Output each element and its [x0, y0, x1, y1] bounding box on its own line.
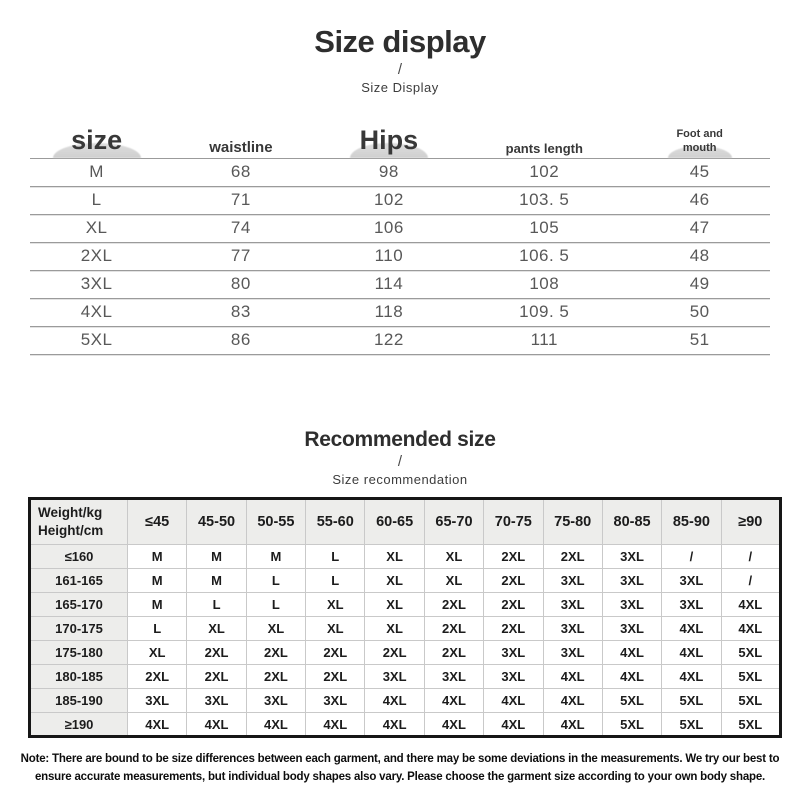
weight-range-header: 60-65 [365, 499, 424, 545]
recommended-size-cell: 2XL [246, 665, 305, 689]
size-col-header-waistline [163, 116, 318, 158]
height-range-cell: 180-185 [30, 665, 128, 689]
measurement-note: Note: There are bound to be size differences between each garment, and there may be some deviations in the measurements. We try our best to ensure accurate measurements, but individual body shapes also vary. Please choose the garment size according to your own body shape. [20, 753, 780, 783]
weight-range-header: 65-70 [424, 499, 483, 545]
rec-table-row [30, 545, 781, 569]
recommended-size-cell: 3XL [602, 545, 661, 569]
measurement-cell: 106. 5 [459, 242, 629, 270]
recommended-size-cell: 4XL [602, 665, 661, 689]
recommended-size-cell: XL [306, 593, 365, 617]
recommended-size-cell: 5XL [662, 689, 721, 713]
separator-slash: / [397, 61, 403, 78]
measurement-cell: 80 [163, 270, 318, 298]
recommended-size-cell: 3XL [543, 617, 602, 641]
recommended-size-cell: 4XL [484, 689, 543, 713]
measurement-cell: 98 [319, 158, 460, 186]
rec-table-body [30, 545, 781, 737]
rec-table-row [30, 665, 781, 689]
height-range-cell: ≤160 [30, 545, 128, 569]
rec-table-row [30, 689, 781, 713]
size-table-header-row [30, 116, 770, 158]
weight-range-header: ≤45 [128, 499, 187, 545]
measurement-cell: 83 [163, 298, 318, 326]
measurement-cell: 103. 5 [459, 186, 629, 214]
recommended-size-cell: 5XL [602, 689, 661, 713]
measurement-cell: 102 [319, 186, 460, 214]
measurement-cell: 68 [163, 158, 318, 186]
recommended-size-cell: 3XL [484, 641, 543, 665]
size-label-cell: M [30, 158, 163, 186]
recommended-size-cell: 3XL [424, 665, 483, 689]
height-range-cell: 161-165 [30, 569, 128, 593]
weight-range-header: 70-75 [484, 499, 543, 545]
rec-table-row [30, 593, 781, 617]
recommended-size-cell: L [187, 593, 246, 617]
corner-weight-label: Weight/kg [38, 505, 103, 521]
recommended-size-cell: / [662, 545, 721, 569]
recommended-size-cell: 3XL [187, 689, 246, 713]
size-table-row [30, 270, 770, 298]
size-label-cell: XL [30, 214, 163, 242]
size-table-row [30, 298, 770, 326]
size-col-header-pants-length [459, 116, 629, 158]
recommended-size-cell: XL [424, 569, 483, 593]
recommended-size-cell: 3XL [602, 593, 661, 617]
separator-slash: / [397, 453, 403, 470]
measurement-cell: 48 [629, 242, 770, 270]
recommended-size-cell: 4XL [128, 713, 187, 737]
measurement-cell: 46 [629, 186, 770, 214]
measurement-cell: 77 [163, 242, 318, 270]
recommended-size-cell: 2XL [543, 545, 602, 569]
recommended-size-cell: 2XL [187, 641, 246, 665]
rec-table-row [30, 617, 781, 641]
size-label-cell: 4XL [30, 298, 163, 326]
recommended-size-cell: 4XL [365, 689, 424, 713]
height-range-cell: 170-175 [30, 617, 128, 641]
recommended-size-cell: 2XL [365, 641, 424, 665]
recommended-size-cell: L [128, 617, 187, 641]
recommended-size-cell: 4XL [543, 665, 602, 689]
weight-range-header: 45-50 [187, 499, 246, 545]
recommended-size-cell: 2XL [128, 665, 187, 689]
recommended-size-cell: 4XL [543, 689, 602, 713]
size-label-cell: 2XL [30, 242, 163, 270]
measurement-cell: 114 [319, 270, 460, 298]
recommended-size-cell: L [306, 545, 365, 569]
recommended-size-cell: 4XL [602, 641, 661, 665]
height-range-cell: 185-190 [30, 689, 128, 713]
recommended-size-cell: / [721, 545, 780, 569]
weight-range-header: ≥90 [721, 499, 780, 545]
recommended-size-cell: XL [246, 617, 305, 641]
size-recommendation-table [28, 497, 782, 738]
recommended-size-cell: 3XL [543, 569, 602, 593]
recommended-size-cell: 2XL [424, 641, 483, 665]
measurement-cell: 71 [163, 186, 318, 214]
measurement-cell: 105 [459, 214, 629, 242]
measurement-cell: 45 [629, 158, 770, 186]
recommended-size-cell: 4XL [484, 713, 543, 737]
column-label: pants length [505, 140, 583, 156]
recommended-size-cell: XL [128, 641, 187, 665]
recommended-size-cell: 3XL [246, 689, 305, 713]
recommended-size-cell: 2XL [424, 617, 483, 641]
recommended-size-cell: 3XL [543, 641, 602, 665]
size-label-cell: 3XL [30, 270, 163, 298]
recommended-size-cell: M [246, 545, 305, 569]
size-table-row [30, 158, 770, 186]
recommended-size-cell: 4XL [424, 713, 483, 737]
size-table-body [30, 158, 770, 354]
page-subtitle: Size Display [361, 80, 439, 95]
measurement-cell: 122 [319, 326, 460, 354]
recommended-size-cell: 2XL [484, 593, 543, 617]
recommended-size-cell: 3XL [662, 593, 721, 617]
recommended-size-cell: XL [424, 545, 483, 569]
measurement-cell: 86 [163, 326, 318, 354]
size-col-header-foot-and-mouth [629, 116, 770, 158]
recommended-size-cell: 4XL [662, 665, 721, 689]
recommended-size-cell: 4XL [662, 617, 721, 641]
recommended-size-cell: 2XL [424, 593, 483, 617]
recommended-size-cell: 4XL [306, 713, 365, 737]
recommended-size-cell: 5XL [721, 689, 780, 713]
corner-header-cell [30, 499, 128, 545]
recommended-size-cell: 3XL [128, 689, 187, 713]
recommended-size-cell: 5XL [602, 713, 661, 737]
recommended-size-cell: 4XL [187, 713, 246, 737]
recommended-size-cell: / [721, 569, 780, 593]
height-range-cell: ≥190 [30, 713, 128, 737]
recommended-size-cell: 2XL [484, 569, 543, 593]
recommended-size-cell: 3XL [543, 593, 602, 617]
recommended-size-cell: 4XL [721, 617, 780, 641]
measurement-cell: 111 [459, 326, 629, 354]
recommended-size-cell: 2XL [187, 665, 246, 689]
weight-range-header: 85-90 [662, 499, 721, 545]
recommended-size-cell: 3XL [365, 665, 424, 689]
measurement-cell: 50 [629, 298, 770, 326]
size-table-row [30, 242, 770, 270]
rec-table-header-row [30, 499, 781, 545]
recommended-size-cell: L [246, 593, 305, 617]
size-measurement-table [30, 116, 770, 355]
column-label: Foot and mouth [676, 127, 723, 155]
recommended-size-cell: M [187, 569, 246, 593]
column-label: Hips [359, 124, 419, 155]
size-col-header-size [30, 116, 163, 158]
recommended-size-cell: 5XL [721, 713, 780, 737]
measurement-cell: 47 [629, 214, 770, 242]
size-col-header-hips [319, 116, 460, 158]
rec-table-row [30, 569, 781, 593]
recommended-size-cell: 5XL [721, 641, 780, 665]
measurement-cell: 74 [163, 214, 318, 242]
measurement-cell: 110 [319, 242, 460, 270]
recommended-size-cell: 3XL [602, 617, 661, 641]
recommended-size-cell: XL [365, 569, 424, 593]
column-label: waistline [209, 138, 273, 156]
size-label-cell: 5XL [30, 326, 163, 354]
size-table-row [30, 214, 770, 242]
recommended-size-cell: 2XL [306, 665, 365, 689]
recommended-size-cell: 2XL [484, 545, 543, 569]
recommended-size-cell: XL [306, 617, 365, 641]
recommended-size-cell: L [246, 569, 305, 593]
weight-range-header: 55-60 [306, 499, 365, 545]
measurement-cell: 102 [459, 158, 629, 186]
measurement-cell: 49 [629, 270, 770, 298]
recommended-size-cell: 3XL [484, 665, 543, 689]
measurement-cell: 106 [319, 214, 460, 242]
recommend-title-separator [0, 453, 800, 470]
recommended-size-cell: 5XL [662, 713, 721, 737]
size-display-title-block [0, 24, 800, 95]
recommended-size-cell: 4XL [721, 593, 780, 617]
recommended-size-cell: 4XL [424, 689, 483, 713]
height-range-cell: 165-170 [30, 593, 128, 617]
recommended-size-cell: XL [187, 617, 246, 641]
title-separator [0, 61, 800, 78]
recommended-size-cell: 2XL [484, 617, 543, 641]
recommended-size-cell: 4XL [365, 713, 424, 737]
recommend-subtitle: Size recommendation [332, 472, 468, 487]
recommended-size-cell: 3XL [306, 689, 365, 713]
weight-range-header: 50-55 [246, 499, 305, 545]
measurement-cell: 109. 5 [459, 298, 629, 326]
recommended-size-cell: 3XL [662, 569, 721, 593]
recommended-size-cell: 2XL [306, 641, 365, 665]
size-label-cell: L [30, 186, 163, 214]
height-range-cell: 175-180 [30, 641, 128, 665]
recommend-title: Recommended size [304, 428, 496, 451]
recommended-size-cell: 3XL [602, 569, 661, 593]
measurement-cell: 118 [319, 298, 460, 326]
recommended-size-cell: 4XL [662, 641, 721, 665]
recommended-size-cell: 2XL [246, 641, 305, 665]
recommended-size-cell: M [128, 545, 187, 569]
recommended-size-cell: XL [365, 593, 424, 617]
recommended-size-cell: 5XL [721, 665, 780, 689]
recommended-size-cell: 4XL [543, 713, 602, 737]
column-label: size [71, 124, 123, 155]
recommended-size-title-block [0, 428, 800, 487]
measurement-cell: 108 [459, 270, 629, 298]
rec-table-row [30, 641, 781, 665]
measurement-cell: 51 [629, 326, 770, 354]
page-title: Size display [314, 24, 486, 59]
corner-height-label: Height/cm [38, 523, 104, 538]
recommended-size-cell: M [187, 545, 246, 569]
recommended-size-cell: L [306, 569, 365, 593]
size-table-row [30, 326, 770, 354]
recommended-size-cell: XL [365, 545, 424, 569]
recommended-size-cell: M [128, 569, 187, 593]
recommended-size-cell: 4XL [246, 713, 305, 737]
size-table-row [30, 186, 770, 214]
weight-range-header: 75-80 [543, 499, 602, 545]
recommended-size-cell: XL [365, 617, 424, 641]
recommended-size-cell: M [128, 593, 187, 617]
rec-table-row [30, 713, 781, 737]
weight-range-header: 80-85 [602, 499, 661, 545]
